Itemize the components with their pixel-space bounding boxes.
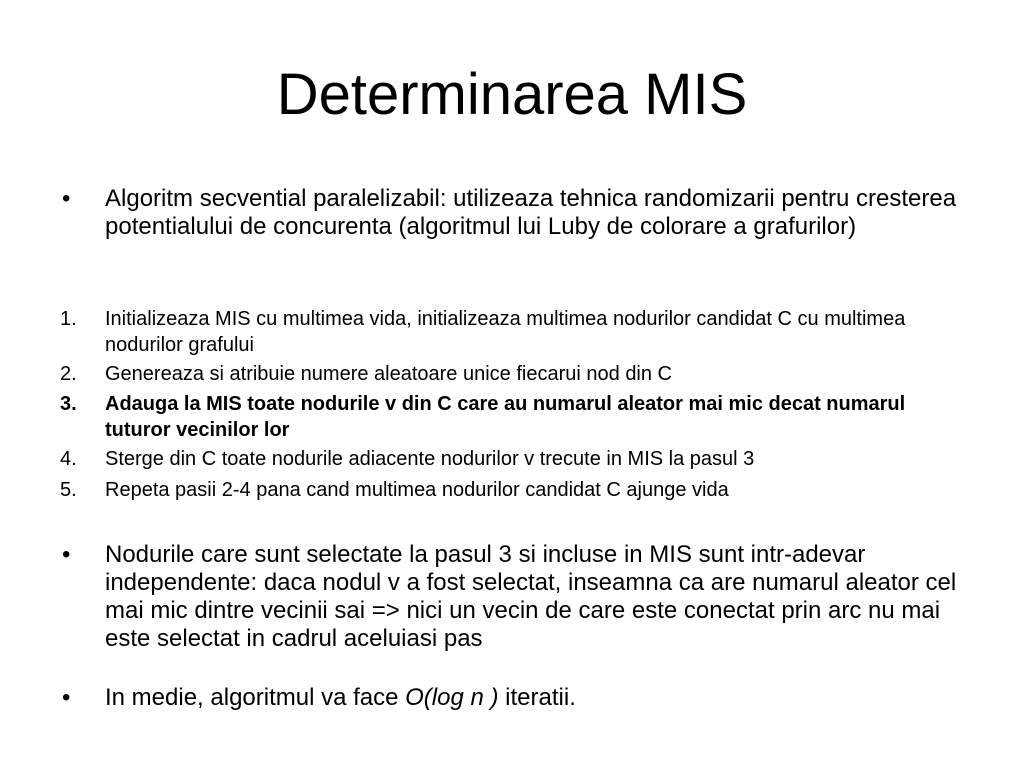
intro-bullet [60,185,970,241]
step-text: Repeta pasii 2-4 pana cand multimea nodurilor candidat C ajunge vida [105,479,729,501]
step-1 [60,306,970,358]
complexity-text-before: In medie, algoritmul va face [105,684,406,711]
step-text: Sterge din C toate nodurile adiacente nodurilor v trecute in MIS la pasul 3 [105,448,755,470]
bullet-marker: • [62,185,71,212]
independence-bullet-text: Nodurile care sunt selectate la pasul 3 si incluse in MIS sunt intr-adevar independente: daca nodul v a fost selectat, inseamna ca are numarul aleator cel mai mic dintre vecinii sai => nici un vecin de care este conectat prin arc nu mai este selectat in cadrul aceluiasi pas [105,541,957,652]
complexity-formula: O(log n ) [405,684,499,711]
step-5 [60,477,970,503]
intro-bullet-text: Algoritm secvential paralelizabil: utilizeaza tehnica randomizarii pentru cresterea potentialului de concurenta (algoritmul lui Luby de colorare a grafurilor) [105,185,957,240]
step-text: Genereaza si atribuie numere aleatoare unice fiecarui nod din C [105,363,673,385]
bullet-marker: • [62,541,71,568]
step-4 [60,446,970,472]
independence-bullet [60,541,970,653]
complexity-bullet-text [105,684,970,712]
step-number: 4. [60,448,77,470]
step-number: 5. [60,479,77,501]
step-number: 1. [60,308,77,330]
complexity-bullet [60,684,970,712]
complexity-text-after: iteratii. [498,684,576,711]
step-text: Initializeaza MIS cu multimea vida, initializeaza multimea nodurilor candidat C cu multimea nodurilor grafului [105,308,906,356]
step-text: Adauga la MIS toate nodurile v din C care au numarul aleator mai mic decat numarul tuturor vecinilor lor [105,393,906,441]
step-2 [60,361,970,387]
slide-title: Determinarea MIS [276,62,748,127]
step-number: 2. [60,363,77,385]
bullet-marker: • [62,684,71,711]
step-number: 3. [60,393,77,415]
step-3 [60,391,970,443]
